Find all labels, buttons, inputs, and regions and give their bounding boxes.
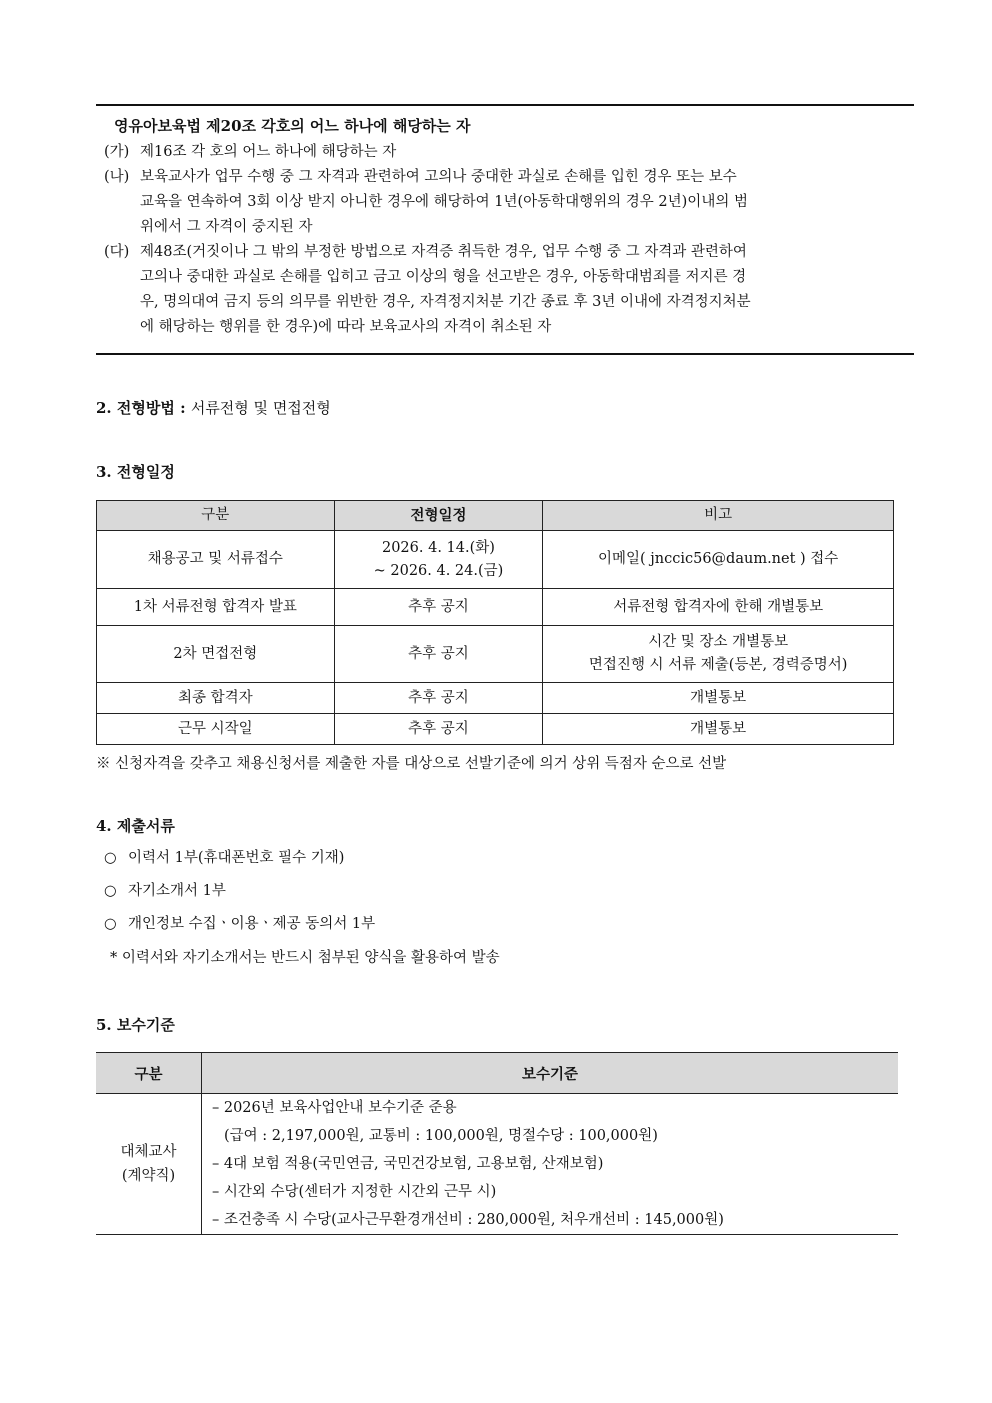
cell-line: 2026. 4. 14.(화) <box>381 539 495 556</box>
schedule-table <box>96 500 894 745</box>
list-item-text: 자기소개서 1부 <box>128 883 226 899</box>
column-header: 구분 <box>97 501 335 531</box>
item-marker: (가) <box>104 144 130 160</box>
section-documents-title: 4. 제출서류 <box>96 817 175 835</box>
section-title-label: 2. 전형방법 : <box>96 399 191 417</box>
table-cell: 서류전형 합격자에 한해 개별통보 <box>543 589 894 626</box>
table-cell: 개별통보 <box>543 714 894 745</box>
table-row <box>97 589 894 626</box>
table-cell: 최종 합격자 <box>97 683 335 714</box>
disqualification-box <box>96 104 914 355</box>
table-header-row <box>97 501 894 531</box>
table-row <box>97 626 894 683</box>
item-text-cont: 위에서 그 자격이 중지된 자 <box>140 219 313 235</box>
table-cell: 추후 공지 <box>334 626 543 683</box>
disqualification-title: 영유아보육법 제20조 각호의 어느 하나에 해당하는 자 <box>114 117 471 135</box>
pay-line: – 2026년 보육사업안내 보수기준 준용 <box>212 1100 457 1116</box>
list-item-text: 개인정보 수집ㆍ이용ㆍ제공 동의서 1부 <box>128 916 376 932</box>
cell-line: 시간 및 장소 개별통보 <box>648 634 789 650</box>
schedule-footnote: ※ 신청자격을 갖추고 채용신청서를 제출한 자를 대상으로 선발기준에 의거 상위 득점자 순으로 선발 <box>96 756 727 772</box>
column-header: 보수기준 <box>202 1053 899 1094</box>
table-cell: 채용공고 및 서류접수 <box>97 531 335 589</box>
section-selection-method <box>96 396 331 420</box>
item-text-cont: 우, 명의대여 금지 등의 의무를 위반한 경우, 자격정지처분 기간 종료 후 3년 이내에 자격정지처분 <box>140 294 751 310</box>
item-text: 제48조(거짓이나 그 밖의 부정한 방법으로 자격증 취득한 경우, 업무 수행 중 그 자격과 관련하여 <box>140 244 747 260</box>
table-cell: 추후 공지 <box>334 714 543 745</box>
column-header: 비고 <box>543 501 894 531</box>
list-item <box>104 879 226 903</box>
table-row <box>97 714 894 745</box>
item-text-cont: 에 해당하는 행위를 한 경우)에 따라 보육교사의 자격이 취소된 자 <box>140 319 552 335</box>
item-text-cont: 교육을 연속하여 3회 이상 받지 아니한 경우에 해당하여 1년(아동학대행위의 경우 2년)이내의 범 <box>140 194 748 210</box>
disqualification-item-da <box>104 240 906 340</box>
table-cell: 이메일( jnccic56@daum.net ) 접수 <box>543 531 894 589</box>
table-header-row <box>96 1053 898 1094</box>
column-header: 전형일정 <box>334 501 543 531</box>
table-row <box>97 531 894 589</box>
table-cell: 1차 서류전형 합격자 발표 <box>97 589 335 626</box>
item-marker: (다) <box>104 244 130 260</box>
table-cell <box>96 1094 202 1235</box>
disqualification-item-na <box>104 165 906 240</box>
pay-line: – 조건충족 시 수당(교사근무환경개선비 : 280,000원, 처우개선비 : 145,000원) <box>212 1212 724 1228</box>
disqualification-item-ga <box>104 140 906 165</box>
list-item <box>104 912 375 936</box>
circle-bullet-icon: ○ <box>104 916 117 932</box>
pay-table <box>96 1052 898 1235</box>
list-item-text: 이력서 1부(휴대폰번호 필수 기재) <box>128 850 345 866</box>
pay-line: (급여 : 2,197,000원, 교통비 : 100,000원, 명절수당 : 100,000원) <box>224 1128 658 1144</box>
table-cell: 추후 공지 <box>334 589 543 626</box>
cell-line: ~ 2026. 4. 24.(금) <box>373 562 504 579</box>
table-cell <box>543 626 894 683</box>
circle-bullet-icon: ○ <box>104 883 117 899</box>
table-row <box>96 1094 898 1235</box>
table-cell <box>334 531 543 589</box>
pay-line: – 4대 보험 적용(국민연금, 국민건강보험, 고용보험, 산재보험) <box>212 1156 604 1172</box>
item-text-cont: 고의나 중대한 과실로 손해를 입히고 금고 이상의 형을 선고받은 경우, 아동학대범죄를 저지른 경 <box>140 269 747 285</box>
column-header: 구분 <box>96 1053 202 1094</box>
table-cell: 2차 면접전형 <box>97 626 335 683</box>
section-pay-title: 5. 보수기준 <box>96 1016 175 1034</box>
section-value: 서류전형 및 면접전형 <box>190 399 331 417</box>
item-text: 제16조 각 호의 어느 하나에 해당하는 자 <box>140 144 397 160</box>
section-schedule-title: 3. 전형일정 <box>96 463 175 481</box>
item-text: 보육교사가 업무 수행 중 그 자격과 관련하여 고의나 중대한 과실로 손해를 입힌 경우 또는 보수 <box>140 169 737 185</box>
table-cell: 추후 공지 <box>334 683 543 714</box>
table-cell: 개별통보 <box>543 683 894 714</box>
list-item <box>104 846 344 870</box>
documents-note: * 이력서와 자기소개서는 반드시 첨부된 양식을 활용하여 발송 <box>110 950 500 966</box>
item-marker: (나) <box>104 169 130 185</box>
circle-bullet-icon: ○ <box>104 850 117 866</box>
cell-line: 면접진행 시 서류 제출(등본, 경력증명서) <box>588 657 848 673</box>
pay-line: – 시간외 수당(센터가 지정한 시간외 근무 시) <box>212 1184 497 1200</box>
table-cell <box>202 1094 899 1235</box>
cell-line: 대체교사 <box>120 1144 177 1160</box>
cell-line: (계약직) <box>121 1168 176 1184</box>
table-cell: 근무 시작일 <box>97 714 335 745</box>
table-row <box>97 683 894 714</box>
